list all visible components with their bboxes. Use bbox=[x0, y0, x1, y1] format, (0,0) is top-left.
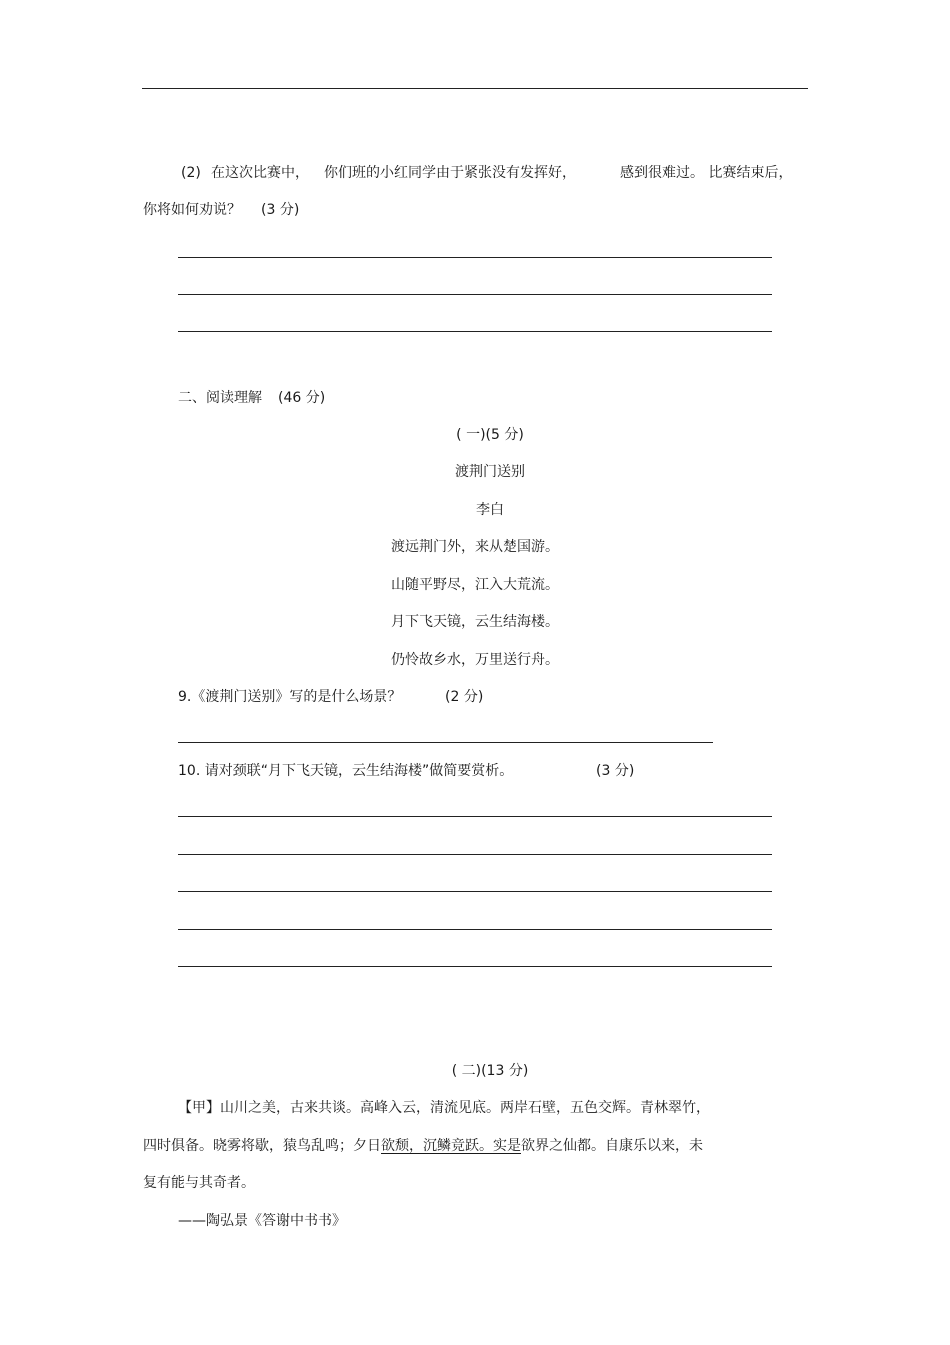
passage-line-3: 复有能与其奇者。 bbox=[143, 1175, 255, 1191]
poem-title: 渡荆门送别 bbox=[455, 464, 525, 480]
poem-author: 李白 bbox=[476, 502, 504, 518]
passage-text: 四时俱备。晓雾将歇，猿鸟乱鸣；夕日 bbox=[143, 1138, 381, 1154]
answer-line[interactable] bbox=[178, 742, 713, 743]
poem-line: 月下飞天镜，云生结海楼。 bbox=[391, 614, 559, 630]
answer-line[interactable] bbox=[178, 294, 772, 295]
poem-line: 仍怜故乡水，万里送行舟。 bbox=[391, 652, 559, 668]
poem-line: 渡远荆门外，来从楚国游。 bbox=[391, 539, 559, 555]
passage-line-1: 【甲】山川之美，古来共谈。高峰入云，清流见底。两岸石壁，五色交辉。青林翠竹， bbox=[178, 1100, 710, 1116]
poem-line: 山随平野尽，江入大荒流。 bbox=[391, 577, 559, 593]
passage-text: 欲界之仙都。自康乐以来，未 bbox=[521, 1138, 703, 1154]
part-1-label: ( 一)(5 分) bbox=[456, 427, 524, 443]
answer-line[interactable] bbox=[178, 966, 772, 967]
question-2-text-a: 在这次比赛中， bbox=[211, 165, 309, 181]
answer-line[interactable] bbox=[178, 816, 772, 817]
answer-line[interactable] bbox=[178, 257, 772, 258]
underlined-phrase: 欲颓，沉鳞竞跃。实是 bbox=[381, 1138, 521, 1154]
part-2-label: ( 二)(13 分) bbox=[451, 1063, 529, 1079]
question-9-score: (2 分) bbox=[445, 689, 484, 705]
answer-line[interactable] bbox=[178, 891, 772, 892]
answer-line[interactable] bbox=[178, 929, 772, 930]
question-2-text-line2: 你将如何劝说？ bbox=[143, 202, 241, 218]
passage-line-2 bbox=[143, 1137, 703, 1155]
question-10-text: 10. 请对颈联“月下飞天镜，云生结海楼”做简要赏析。 bbox=[178, 763, 514, 779]
section-2-score: (46 分) bbox=[278, 390, 326, 406]
question-2-number: (2) bbox=[181, 165, 201, 181]
answer-line[interactable] bbox=[178, 331, 772, 332]
question-10-score: (3 分) bbox=[596, 763, 635, 779]
question-2-score: (3 分) bbox=[261, 202, 300, 218]
header-rule bbox=[142, 88, 808, 89]
answer-line[interactable] bbox=[178, 854, 772, 855]
question-2-text-c: 感到很难过。 比赛结束后， bbox=[620, 165, 793, 181]
question-9-text: 9.《渡荆门送别》写的是什么场景？ bbox=[178, 689, 402, 705]
section-2-heading: 二、阅读理解 bbox=[178, 390, 262, 406]
question-2-text-b: 你们班的小红同学由于紧张没有发挥好， bbox=[324, 165, 576, 181]
passage-source: ——陶弘景《答谢中书书》 bbox=[178, 1213, 346, 1229]
